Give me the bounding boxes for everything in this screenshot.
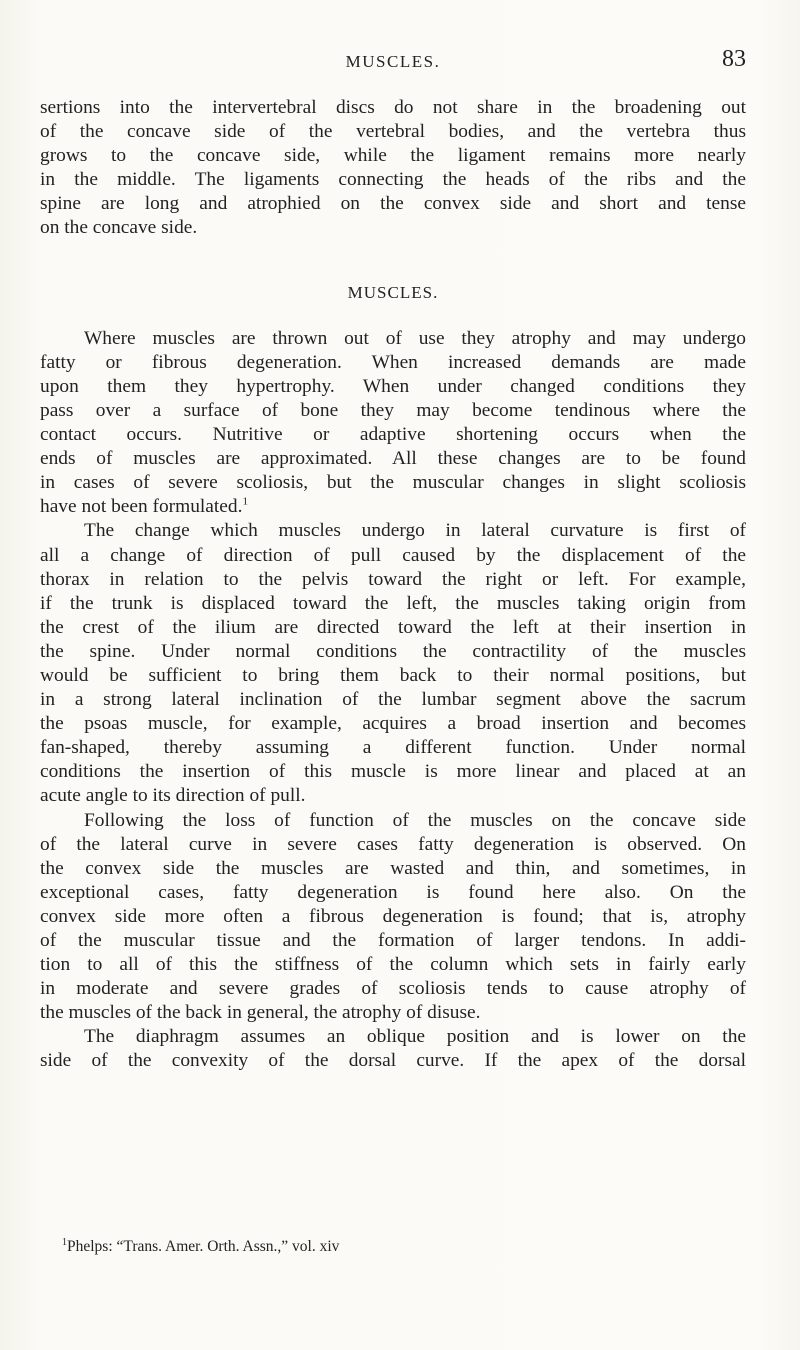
text-line: thorax in relation to the pelvis toward the right or left. For example, <box>40 568 746 590</box>
paragraph-diaphragm <box>40 1025 746 1073</box>
text-line: would be sufficient to bring them back to their normal positions, but <box>40 664 746 686</box>
text-line: tion to all of this the stiffness of the column which sets in fairly early <box>40 954 746 976</box>
text-line: fatty or fibrous degeneration. When increased demands are made <box>40 351 746 373</box>
text-line: conditions the insertion of this muscle is more linear and placed at an <box>40 761 746 783</box>
text-line: side of the convexity of the dorsal curve. If the apex of the dorsal <box>40 1050 746 1072</box>
text-line: the psoas muscle, for example, acquires a broad insertion and becomes <box>40 713 746 735</box>
footnote-reference: 1 <box>242 495 248 508</box>
text-line: Following the loss of function of the muscles on the concave side <box>84 809 746 831</box>
text-line: of the concave side of the vertebral bodies, and the vertebra thus <box>40 121 746 143</box>
text-line: of the lateral curve in severe cases fatty degeneration is observed. On <box>40 833 746 855</box>
text-line: Where muscles are thrown out of use they atrophy and may undergo <box>84 327 746 349</box>
text-line: in cases of severe scoliosis, but the muscular changes in slight scoliosis <box>40 472 746 494</box>
paragraph-direction-of-pull <box>40 519 746 808</box>
text-line: spine are long and atrophied on the convex side and short and tense <box>40 193 746 215</box>
text-line: contact occurs. Nutritive or adaptive shortening occurs when the <box>40 424 746 446</box>
body-text <box>40 96 746 1074</box>
footnote-mark: 1 <box>62 1236 67 1248</box>
text-line: the muscles of the back in general, the atrophy of disuse. <box>40 1002 481 1024</box>
text-line: The diaphragm assumes an oblique position and is lower on the <box>84 1026 746 1048</box>
text-line: on the concave side. <box>40 217 198 239</box>
section-title: MUSCLES. <box>347 282 439 302</box>
text-line: convex side more often a fibrous degeneration is found; that is, atrophy <box>40 905 746 927</box>
text-line: sertions into the intervertebral discs do not share in the broadening out <box>40 97 746 118</box>
page-header <box>40 46 746 76</box>
text-line-content: have not been formulated. <box>40 496 243 518</box>
running-head: MUSCLES. <box>345 52 441 71</box>
paragraph-continuation <box>40 96 746 241</box>
text-line: in a strong lateral inclination of the lumbar segment above the sacrum <box>40 689 746 711</box>
text-line: of the muscular tissue and the formation of larger tendons. In addi- <box>40 930 746 951</box>
text-line: all a change of direction of pull caused by the displacement of the <box>40 544 746 566</box>
text-line: the crest of the ilium are directed toward the left at their insertion in <box>40 616 746 638</box>
text-line: in the middle. The ligaments connecting the heads of the ribs and the <box>40 169 746 191</box>
text-line: acute angle to its direction of pull. <box>40 785 306 807</box>
footnote <box>62 1238 339 1256</box>
text-line: pass over a surface of bone they may become tendinous where the <box>40 399 746 421</box>
text-line: exceptional cases, fatty degeneration is found here also. On the <box>40 881 746 903</box>
paragraph-muscle-changes <box>40 327 746 520</box>
footnote-text: Phelps: “Trans. Amer. Orth. Assn.,” vol. xiv <box>67 1238 340 1255</box>
text-line: the spine. Under normal conditions the contractility of the muscles <box>40 640 746 662</box>
text-line: in moderate and severe grades of scoliosis tends to cause atrophy of <box>40 978 746 1000</box>
text-line: fan-shaped, thereby assuming a different function. Under normal <box>40 737 746 759</box>
text-line: if the trunk is displaced toward the left, the muscles taking origin from <box>40 592 746 614</box>
text-line: The change which muscles undergo in lateral curvature is first of <box>84 520 746 542</box>
text-line: upon them they hypertrophy. When under changed conditions they <box>40 375 746 397</box>
text-line: ends of muscles are approximated. All these changes are to be found <box>40 448 746 470</box>
page-number: 83 <box>722 46 746 72</box>
paragraph-degeneration <box>40 809 746 1026</box>
text-line: the convex side the muscles are wasted and thin, and sometimes, in <box>40 857 746 879</box>
text-line <box>40 495 746 519</box>
text-line: grows to the concave side, while the ligament remains more nearly <box>40 145 746 167</box>
